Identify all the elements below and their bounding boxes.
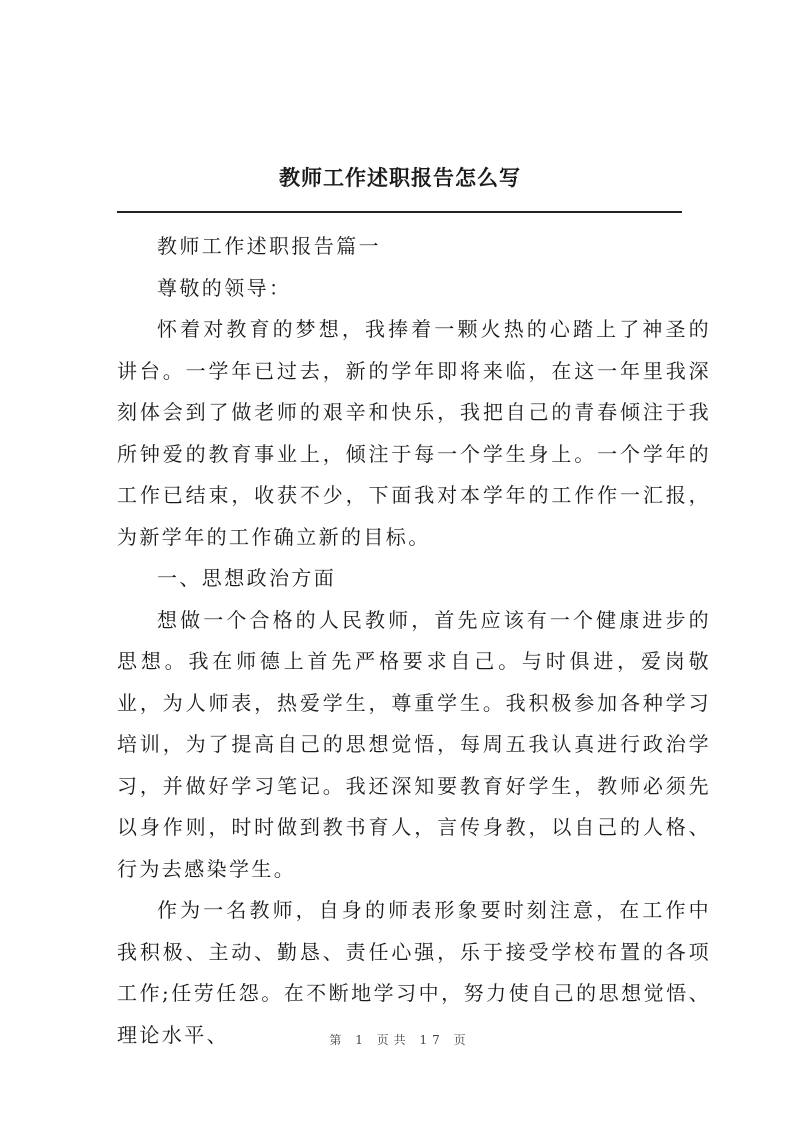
section-heading: 教师工作述职报告篇一 — [157, 234, 381, 258]
body-paragraph: 作为一名教师，自身的师表形象要时刻注意，在工作中我积极、主动、勤恳、责任心强，乐于接受学校布置的各项工作;任劳任怨。在不断地学习中，努力使自己的思想觉悟、理论水平、 — [117, 898, 711, 1047]
body-paragraph: 怀着对教育的梦想，我捧着一颗火热的心踏上了神圣的讲台。一学年已过去，新的学年即将来临，在这一年里我深刻体会到了做老师的艰辛和快乐，我把自己的青春倾注于我所钟爱的教育事业上，倾注于每一个学生身上。一个学年的工作已结束，收获不少，下面我对本学年的工作作一汇报，为新学年的工作确立新的目标。 — [117, 317, 711, 549]
document-body — [117, 226, 711, 1056]
body-paragraph: 想做一个合格的人民教师，首先应该有一个健康进步的思想。我在师德上首先严格要求自己。与时俱进，爱岗敬业，为人师表，热爱学生，尊重学生。我积极参加各种学习培训，为了提高自己的思想觉悟，每周五我认真进行政治学习，并做好学习笔记。我还深知要教育好学生，教师必须先以身作则，时时做到教书育人，言传身教，以自己的人格、行为去感染学生。 — [117, 607, 711, 881]
document-title: 教师工作述职报告怎么写 — [279, 165, 521, 190]
salutation: 尊敬的领导： — [157, 275, 292, 300]
section-heading: 一、思想政治方面 — [157, 566, 337, 590]
title-divider — [117, 211, 682, 213]
page-number-footer: 第 1 页共 17 页 — [329, 1033, 471, 1047]
